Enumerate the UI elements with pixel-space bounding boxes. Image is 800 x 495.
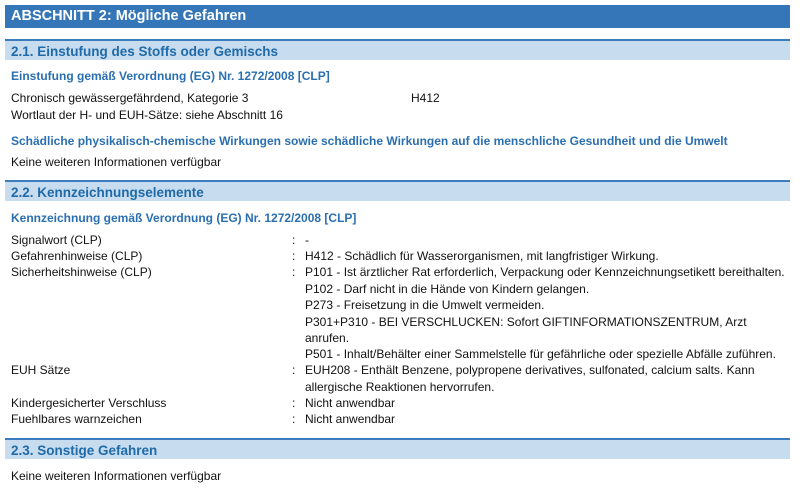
colon-separator: :: [292, 412, 296, 426]
other-hazards-text: Keine weiteren Informationen verfügbar: [11, 469, 222, 483]
euh-line: EUH208 - Enthält Benzene, polypropene derivatives, sulfonated, calcium salts. Kann: [305, 363, 755, 377]
precautionary-statements-label: Sicherheitshinweise (CLP): [11, 265, 152, 279]
precaution-line: P101 - Ist ärztlicher Rat erforderlich, Verpackung oder Kennzeichnungsetikett bereithalten.: [305, 265, 785, 279]
effects-text: Keine weiteren Informationen verfügbar: [11, 155, 222, 169]
child-resistant-value: Nicht anwendbar: [305, 396, 396, 410]
precaution-line: anrufen.: [305, 331, 350, 345]
precaution-line: P301+P310 - BEI VERSCHLUCKEN: Sofort GIFTINFORMATIONSZENTRUM, Arzt: [305, 315, 747, 329]
colon-separator: :: [292, 249, 296, 263]
wording-note: Wortlaut der H- und EUH-Sätze: siehe Abschnitt 16: [11, 108, 283, 122]
colon-separator: :: [292, 265, 296, 279]
classification-heading: Einstufung gemäß Verordnung (EG) Nr. 1272/2008 [CLP]: [11, 69, 330, 83]
labelling-heading: Kennzeichnung gemäß Verordnung (EG) Nr. 1272/2008 [CLP]: [11, 211, 357, 225]
effects-heading: Schädliche physikalisch-chemische Wirkungen sowie schädliche Wirkungen auf die menschliche Gesundheit und die Umwelt: [11, 134, 728, 148]
classification-code: H412: [411, 91, 440, 105]
tactile-warning-value: Nicht anwendbar: [305, 412, 396, 426]
subsection-title-2-2: 2.2. Kennzeichnungselemente: [5, 180, 790, 201]
precaution-line: P501 - Inhalt/Behälter einer Sammelstelle für gefährliche oder spezielle Abfälle zuführen.: [305, 347, 776, 361]
signal-word-value: -: [305, 233, 309, 247]
colon-separator: :: [292, 363, 296, 377]
signal-word-label: Signalwort (CLP): [11, 233, 102, 247]
subsection-title-2-3: 2.3. Sonstige Gefahren: [5, 438, 790, 459]
euh-statements-label: EUH Sätze: [11, 363, 71, 377]
hazard-statements-value: H412 - Schädlich für Wasserorganismen, mit langfristiger Wirkung.: [305, 249, 659, 263]
colon-separator: :: [292, 233, 296, 247]
classification-name: Chronisch gewässergefährdend, Kategorie 3: [11, 91, 249, 105]
colon-separator: :: [292, 396, 296, 410]
hazard-statements-label: Gefahrenhinweise (CLP): [11, 249, 143, 263]
precaution-line: P273 - Freisetzung in die Umwelt vermeiden.: [305, 298, 545, 312]
precaution-line: P102 - Darf nicht in die Hände von Kindern gelangen.: [305, 282, 590, 296]
euh-line: allergische Reaktionen hervorrufen.: [305, 380, 495, 394]
tactile-warning-label: Fuehlbares warnzeichen: [11, 412, 142, 426]
child-resistant-label: Kindergesicherter Verschluss: [11, 396, 167, 410]
section-title: ABSCHNITT 2: Mögliche Gefahren: [5, 5, 790, 28]
subsection-title-2-1: 2.1. Einstufung des Stoffs oder Gemischs: [5, 39, 790, 60]
